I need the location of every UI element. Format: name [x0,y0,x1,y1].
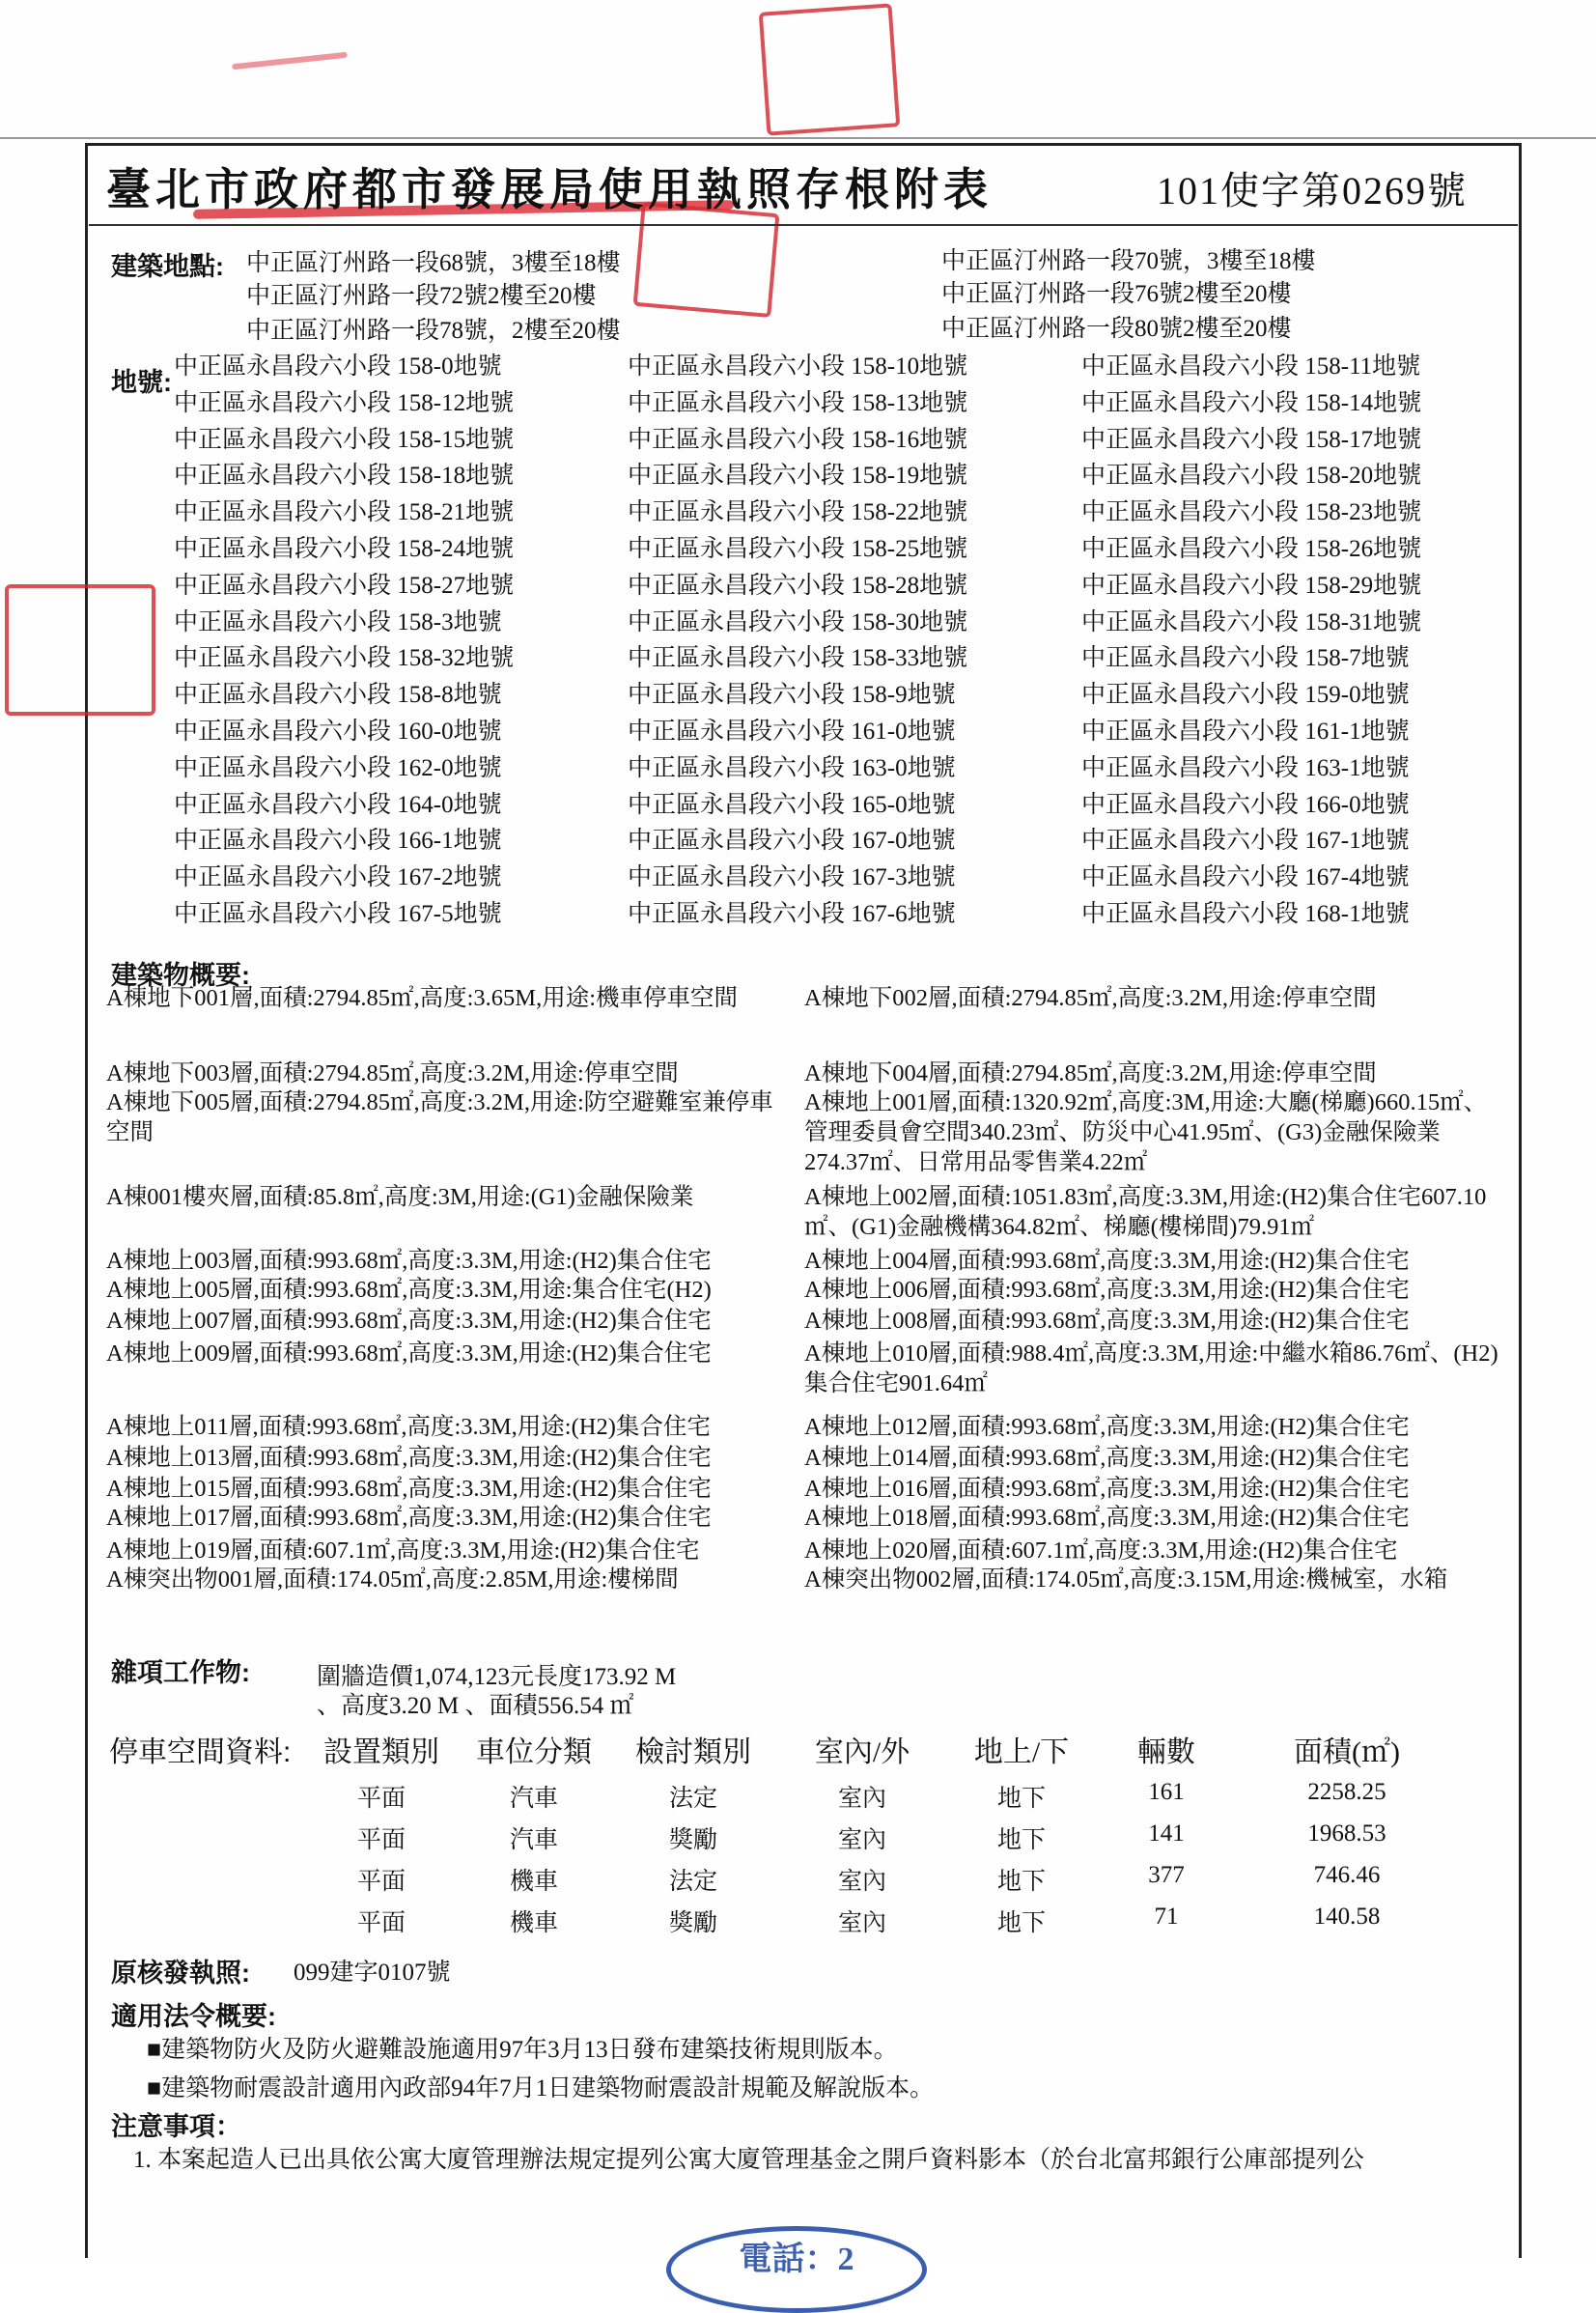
misc-label: 雜項工作物: [111,1658,250,1687]
law-item: ■建築物耐震設計適用內政部94年7月1日建築物耐震設計規範及解說版本。 [147,2075,935,2101]
parking-cell: 平面 [356,1786,406,1812]
lot-item: 中正區永昌段六小段 162-0地號 [174,754,502,781]
lot-item: 中正區永昌段六小段 166-1地號 [174,828,502,855]
page-top-rule [0,137,1596,139]
building-entry-right: A棟地上018層,面積:993.68㎡,高度:3.3M,用途:(H2)集合住宅 [804,1505,1410,1531]
parking-header: 室內/外 [814,1736,910,1768]
parking-cell: 機車 [509,1910,558,1936]
building-entry-right: A棟突出物002層,面積:174.05㎡,高度:3.15M,用途:機械室，水箱 [804,1566,1448,1593]
lot-item: 中正區永昌段六小段 158-21地號 [174,499,515,526]
address-item: 中正區汀州路一段70號，3樓至18樓 [941,248,1316,274]
parking-cell: 71 [1154,1904,1179,1930]
lot-item: 中正區永昌段六小段 158-7地號 [1081,645,1410,672]
lot-item: 中正區永昌段六小段 158-24地號 [174,535,515,562]
parking-header: 面積(㎡) [1294,1736,1400,1768]
lot-item: 中正區永昌段六小段 158-23地號 [1081,499,1422,526]
lot-item: 中正區永昌段六小段 165-0地號 [628,791,956,818]
building-entry-right: A棟地上001層,面積:1320.92㎡,高度:3M,用途:大廳(梯廳)660.15㎡、管理委員會空間340.23㎡、防災中心41.95㎡、(G3)金融保險業274.37㎡、日常用品零售業4.22㎡ [804,1089,1488,1175]
lot-item: 中正區永昌段六小段 158-8地號 [174,682,502,709]
lot-item: 中正區永昌段六小段 158-14地號 [1081,389,1422,416]
building-entry-right: A棟地下004層,面積:2794.85㎡,高度:3.2M,用途:停車空間 [804,1060,1377,1086]
parking-cell: 獎勵 [668,1827,717,1853]
misc-line: 圍牆造價1,074,123元長度173.92 M [317,1664,677,1690]
red-scratch-mark [232,52,348,71]
address-item: 中正區汀州路一段72號2樓至20樓 [246,283,597,309]
lot-item: 中正區永昌段六小段 163-0地號 [628,754,956,781]
notes-label: 注意事項： [111,2112,241,2141]
parking-cell: 汽車 [509,1786,558,1812]
lot-item: 中正區永昌段六小段 159-0地號 [1081,682,1410,709]
building-entry-left: A棟地上017層,面積:993.68㎡,高度:3.3M,用途:(H2)集合住宅 [106,1505,712,1531]
lot-item: 中正區永昌段六小段 158-0地號 [174,353,502,380]
building-entry-left: A棟001樓夾層,面積:85.8㎡,高度:3M,用途:(G1)金融保險業 [106,1184,694,1210]
lot-item: 中正區永昌段六小段 158-18地號 [174,463,515,490]
parking-cell: 地下 [996,1786,1046,1812]
lot-item: 中正區永昌段六小段 167-5地號 [174,900,502,927]
lot-item: 中正區永昌段六小段 161-0地號 [628,718,956,745]
parking-cell: 室內 [837,1910,886,1936]
building-entry-left: A棟地上015層,面積:993.68㎡,高度:3.3M,用途:(H2)集合住宅 [106,1476,712,1502]
lots-label: 地號: [111,368,172,397]
parking-cell: 地下 [996,1869,1046,1895]
lot-item: 中正區永昌段六小段 158-16地號 [628,426,968,453]
parking-cell: 140.58 [1313,1904,1381,1930]
misc-line: 、高度3.20 M 、面積556.54 ㎡ [317,1693,634,1719]
original-license-label: 原核發執照: [111,1959,250,1988]
original-license-value: 099建字0107號 [294,1960,451,1986]
lot-item: 中正區永昌段六小段 167-3地號 [628,864,956,891]
building-entry-left: A棟地上011層,面積:993.68㎡,高度:3.3M,用途:(H2)集合住宅 [106,1414,711,1440]
lot-item: 中正區永昌段六小段 167-1地號 [1081,828,1410,855]
parking-header: 地上/下 [973,1736,1070,1768]
parking-header: 輛數 [1137,1736,1195,1768]
parking-cell: 2258.25 [1307,1779,1386,1805]
building-entry-left: A棟地下003層,面積:2794.85㎡,高度:3.2M,用途:停車空間 [106,1060,679,1086]
address-label: 建築地點: [111,252,224,281]
lot-item: 中正區永昌段六小段 158-32地號 [174,645,515,672]
laws-label: 適用法令概要: [111,2002,276,2031]
page-title: 臺北市政府都市發展局使用執照存根附表 [106,165,993,214]
address-item: 中正區汀州路一段80號2樓至20樓 [941,316,1292,342]
parking-cell: 141 [1148,1820,1185,1847]
lot-item: 中正區永昌段六小段 167-2地號 [174,864,502,891]
building-entry-right: A棟地上012層,面積:993.68㎡,高度:3.3M,用途:(H2)集合住宅 [804,1414,1410,1440]
building-entry-left: A棟突出物001層,面積:174.05㎡,高度:2.85M,用途:樓梯間 [106,1566,679,1593]
lot-item: 中正區永昌段六小段 163-1地號 [1081,754,1410,781]
parking-header: 車位分類 [476,1736,592,1768]
building-entry-right: A棟地上020層,面積:607.1㎡,高度:3.3M,用途:(H2)集合住宅 [804,1537,1398,1564]
building-entry-right: A棟地上008層,面積:993.68㎡,高度:3.3M,用途:(H2)集合住宅 [804,1308,1410,1334]
building-entry-right: A棟地上002層,面積:1051.83㎡,高度:3.3M,用途:(H2)集合住宅607.10㎡、(G1)金融機構364.82㎡、梯廳(樓梯間)79.91㎡ [804,1184,1487,1240]
building-entry-right: A棟地上016層,面積:993.68㎡,高度:3.3M,用途:(H2)集合住宅 [804,1476,1410,1502]
lot-item: 中正區永昌段六小段 158-3地號 [174,608,502,635]
building-entry-left: A棟地下005層,面積:2794.85㎡,高度:3.2M,用途:防空避難室兼停車空間 [106,1089,773,1145]
lot-item: 中正區永昌段六小段 166-0地號 [1081,791,1410,818]
lot-item: 中正區永昌段六小段 158-30地號 [628,608,968,635]
building-entry-left: A棟地上007層,面積:993.68㎡,高度:3.3M,用途:(H2)集合住宅 [106,1308,712,1334]
lot-item: 中正區永昌段六小段 158-27地號 [174,572,515,599]
lot-item: 中正區永昌段六小段 164-0地號 [174,791,502,818]
lot-item: 中正區永昌段六小段 158-10地號 [628,353,968,380]
building-entry-right: A棟地上004層,面積:993.68㎡,高度:3.3M,用途:(H2)集合住宅 [804,1248,1410,1274]
lot-item: 中正區永昌段六小段 158-28地號 [628,572,968,599]
building-entry-right: A棟地下002層,面積:2794.85㎡,高度:3.2M,用途:停車空間 [804,985,1377,1011]
building-entry-right: A棟地上014層,面積:993.68㎡,高度:3.3M,用途:(H2)集合住宅 [804,1445,1410,1471]
lot-item: 中正區永昌段六小段 167-0地號 [628,828,956,855]
parking-cell: 平面 [356,1869,406,1895]
lot-item: 中正區永昌段六小段 158-22地號 [628,499,968,526]
lot-item: 中正區永昌段六小段 160-0地號 [174,718,502,745]
parking-cell: 獎勵 [668,1910,717,1936]
lot-item: 中正區永昌段六小段 158-31地號 [1081,608,1422,635]
parking-cell: 室內 [837,1786,886,1812]
law-item: ■建築物防火及防火避難設施適用97年3月13日發布建築技術規則版本。 [147,2037,898,2063]
lot-item: 中正區永昌段六小段 158-25地號 [628,535,968,562]
lot-item: 中正區永昌段六小段 158-11地號 [1081,353,1421,380]
parking-cell: 161 [1148,1779,1185,1805]
parking-cell: 746.46 [1313,1862,1381,1888]
lot-item: 中正區永昌段六小段 158-9地號 [628,682,956,709]
address-item: 中正區汀州路一段78號，2樓至20樓 [246,318,621,344]
title-rule [89,224,1518,226]
building-label: 建築物概要: [111,961,250,990]
building-entry-left: A棟地上005層,面積:993.68㎡,高度:3.3M,用途:集合住宅(H2) [106,1277,712,1303]
lot-item: 中正區永昌段六小段 158-26地號 [1081,535,1422,562]
building-entry-left: A棟地上019層,面積:607.1㎡,高度:3.3M,用途:(H2)集合住宅 [106,1537,700,1564]
parking-cell: 機車 [509,1869,558,1895]
lot-item: 中正區永昌段六小段 158-20地號 [1081,463,1422,490]
building-entry-left: A棟地上013層,面積:993.68㎡,高度:3.3M,用途:(H2)集合住宅 [106,1445,712,1471]
parking-label: 停車空間資料: [109,1736,292,1768]
seal-stamp-top [759,3,901,135]
note-item: 1. 本案起造人已出具依公寓大廈管理辦法規定提列公寓大廈管理基金之開戶資料影本（於台北富邦銀行公庫部提列公 [133,2147,1365,2173]
parking-cell: 地下 [996,1827,1046,1853]
building-entry-left: A棟地上009層,面積:993.68㎡,高度:3.3M,用途:(H2)集合住宅 [106,1340,712,1367]
building-entry-left: A棟地下001層,面積:2794.85㎡,高度:3.65M,用途:機車停車空間 [106,985,739,1011]
parking-cell: 377 [1148,1862,1185,1888]
address-item: 中正區汀州路一段68號，3樓至18樓 [246,250,621,276]
building-entry-right: A棟地上006層,面積:993.68㎡,高度:3.3M,用途:(H2)集合住宅 [804,1277,1410,1303]
lot-item: 中正區永昌段六小段 158-15地號 [174,426,515,453]
building-entry-left: A棟地上003層,面積:993.68㎡,高度:3.3M,用途:(H2)集合住宅 [106,1248,712,1274]
lot-item: 中正區永昌段六小段 158-19地號 [628,463,968,490]
lot-item: 中正區永昌段六小段 168-1地號 [1081,900,1410,927]
seal-stamp-middle [633,202,780,318]
permit-number: 101使字第0269號 [1157,169,1468,212]
parking-header: 設置類別 [323,1736,439,1768]
parking-cell: 地下 [996,1910,1046,1936]
parking-cell: 室內 [837,1827,886,1853]
lot-item: 中正區永昌段六小段 158-29地號 [1081,572,1422,599]
lot-item: 中正區永昌段六小段 158-33地號 [628,645,968,672]
parking-cell: 法定 [668,1786,717,1812]
parking-cell: 1968.53 [1307,1820,1386,1847]
parking-cell: 平面 [356,1827,406,1853]
lot-item: 中正區永昌段六小段 158-13地號 [628,389,968,416]
lot-item: 中正區永昌段六小段 167-4地號 [1081,864,1410,891]
lot-item: 中正區永昌段六小段 158-17地號 [1081,426,1422,453]
lots-list [174,353,1497,928]
parking-header: 檢討類別 [635,1736,751,1768]
address-item: 中正區汀州路一段76號2樓至20樓 [941,281,1292,307]
parking-cell: 室內 [837,1869,886,1895]
lot-item: 中正區永昌段六小段 158-12地號 [174,389,515,416]
building-entry-right: A棟地上010層,面積:988.4㎡,高度:3.3M,用途:中繼水箱86.76㎡、(H2)集合住宅901.64㎡ [804,1340,1498,1396]
parking-cell: 法定 [668,1869,717,1895]
phone-stamp: 電話：2 [666,2226,927,2313]
seal-stamp-left [5,584,155,716]
lot-item: 中正區永昌段六小段 161-1地號 [1081,718,1410,745]
parking-cell: 平面 [356,1910,406,1936]
parking-cell: 汽車 [509,1827,558,1853]
lot-item: 中正區永昌段六小段 167-6地號 [628,900,956,927]
